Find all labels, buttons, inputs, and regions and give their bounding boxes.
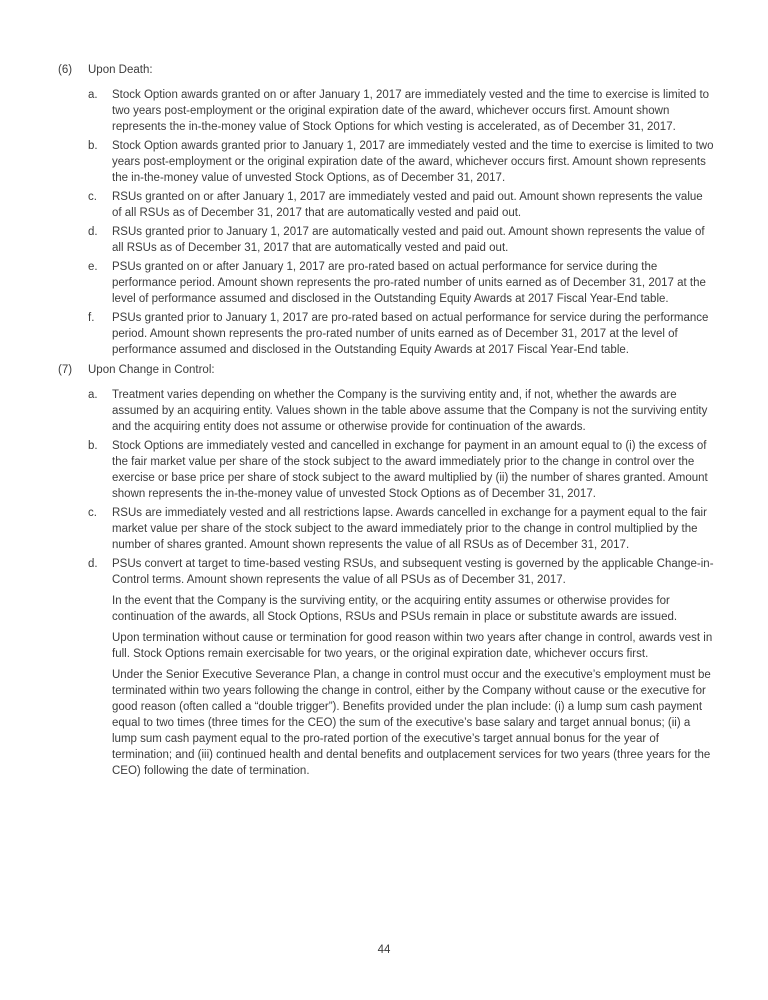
continuation-paragraph: Upon termination without cause or termination for good reason within two years after change in control, awards vest in full. Stock Options remain exercisable for two years, or the original expiration date, whichever occurs first.	[112, 632, 713, 660]
item-text: RSUs are immediately vested and all restrictions lapse. Awards cancelled in exchange for a payment equal to the fair market value per share of the stock subject to the award immediately prior to the change in control multiplied by the number of shares granted. Amount shown represents the value of all RSUs as of December 31, 2017.	[112, 507, 707, 551]
section-items	[58, 387, 714, 779]
list-item	[58, 310, 714, 358]
item-letter: d.	[88, 226, 98, 238]
item-letter: a.	[88, 89, 98, 101]
section-title: Upon Death:	[88, 64, 153, 76]
item-letter: f.	[88, 312, 95, 324]
list-item	[58, 224, 714, 256]
list-item	[58, 259, 714, 307]
list-item	[58, 138, 714, 186]
list-item	[58, 505, 714, 553]
section-heading	[58, 362, 714, 378]
list-item	[58, 556, 714, 588]
page-number: 44	[377, 944, 391, 956]
item-text: Stock Options are immediately vested and cancelled in exchange for payment in an amount equal to (i) the excess of the fair market value per share of the stock subject to the award immediately prior to the change in control over the exercise or base price per share of stock subject to the award multiplied by (ii) the number of shares granted. Amount shown represents the in-the-money value of unvested Stock Options as of December 31, 2017.	[112, 440, 708, 500]
item-letter: d.	[88, 558, 98, 570]
item-text: Stock Option awards granted prior to January 1, 2017 are immediately vested and the time to exercise is limited to two years post-employment or the original expiration date of the award, whichever occurs first. Amount shown represents the in-the-money value of unvested Stock Options, as of December 31, 2017.	[112, 140, 714, 184]
item-text: PSUs granted prior to January 1, 2017 are pro-rated based on actual performance for service during the performance period. Amount shown represents the pro-rated number of units earned as of December 31, 2017 at the level of performance assumed and disclosed in the Outstanding Equity Awards at 2017 Fiscal Year-End table.	[112, 312, 709, 356]
section-items	[58, 87, 714, 358]
list-section	[58, 62, 714, 358]
list-section	[58, 362, 714, 779]
item-letter: a.	[88, 389, 98, 401]
item-text: RSUs granted on or after January 1, 2017 are immediately vested and paid out. Amount shown represents the value of all RSUs as of December 31, 2017 that are automatically vested and paid out.	[112, 191, 703, 219]
item-text: PSUs granted on or after January 1, 2017 are pro-rated based on actual performance for service during the performance period. Amount shown represents the pro-rated number of units earned as of December 31, 2017 at the level of performance assumed and disclosed in the Outstanding Equity Awards at 2017 Fiscal Year-End table.	[112, 261, 706, 305]
list-item	[58, 387, 714, 435]
item-letter: c.	[88, 191, 97, 203]
list-item	[58, 189, 714, 221]
item-text: Treatment varies depending on whether the Company is the surviving entity and, if not, whether the awards are assumed by an acquiring entity. Values shown in the table above assume that the Company is not the surviving entity and the acquiring entity does not assume or otherwise provide for continuation of the awards.	[112, 389, 708, 433]
list-item	[58, 438, 714, 502]
page-content	[58, 62, 714, 783]
section-number: (7)	[58, 364, 73, 376]
list-item	[58, 87, 714, 135]
item-letter: b.	[88, 440, 98, 452]
section-title: Upon Change in Control:	[88, 364, 215, 376]
item-letter: b.	[88, 140, 98, 152]
item-text: RSUs granted prior to January 1, 2017 are automatically vested and paid out. Amount shown represents the value of all RSUs as of December 31, 2017 that are automatically vested and paid out.	[112, 226, 705, 254]
item-text: Stock Option awards granted on or after January 1, 2017 are immediately vested and the time to exercise is limited to two years post-employment or the original expiration date of the award, whichever occurs first. Amount shown represents the in-the-money value of Stock Options for which vesting is accelerated, as of December 31, 2017.	[112, 89, 710, 133]
item-text: PSUs convert at target to time-based vesting RSUs, and subsequent vesting is governed by the applicable Change-in-Control terms. Amount shown represents the value of all PSUs as of December 31, 2017.	[112, 558, 714, 586]
continuation-paragraph: In the event that the Company is the surviving entity, or the acquiring entity assumes or otherwise provides for continuation of the awards, all Stock Options, RSUs and PSUs remain in place or substitute awards are issued.	[112, 595, 678, 623]
section-heading	[58, 62, 714, 78]
item-letter: c.	[88, 507, 97, 519]
section-number: (6)	[58, 64, 73, 76]
item-letter: e.	[88, 261, 98, 273]
page-footer	[0, 943, 768, 957]
continuation-paragraph: Under the Senior Executive Severance Plan, a change in control must occur and the executive’s employment must be terminated within two years following the change in control, either by the Company without cause or the executive for good reason (often called a “double trigger”). Benefits provided under the plan include: (i) a lump sum cash payment equal to two times (three times for the CEO) the sum of the executive’s base salary and target annual bonus; (ii) a lump sum cash payment equal to the pro-rated portion of the executive’s target annual bonus for the year of termination; and (iii) continued health and dental benefits and outplacement services for two years (three years for the CEO) following the date of termination.	[112, 669, 711, 777]
